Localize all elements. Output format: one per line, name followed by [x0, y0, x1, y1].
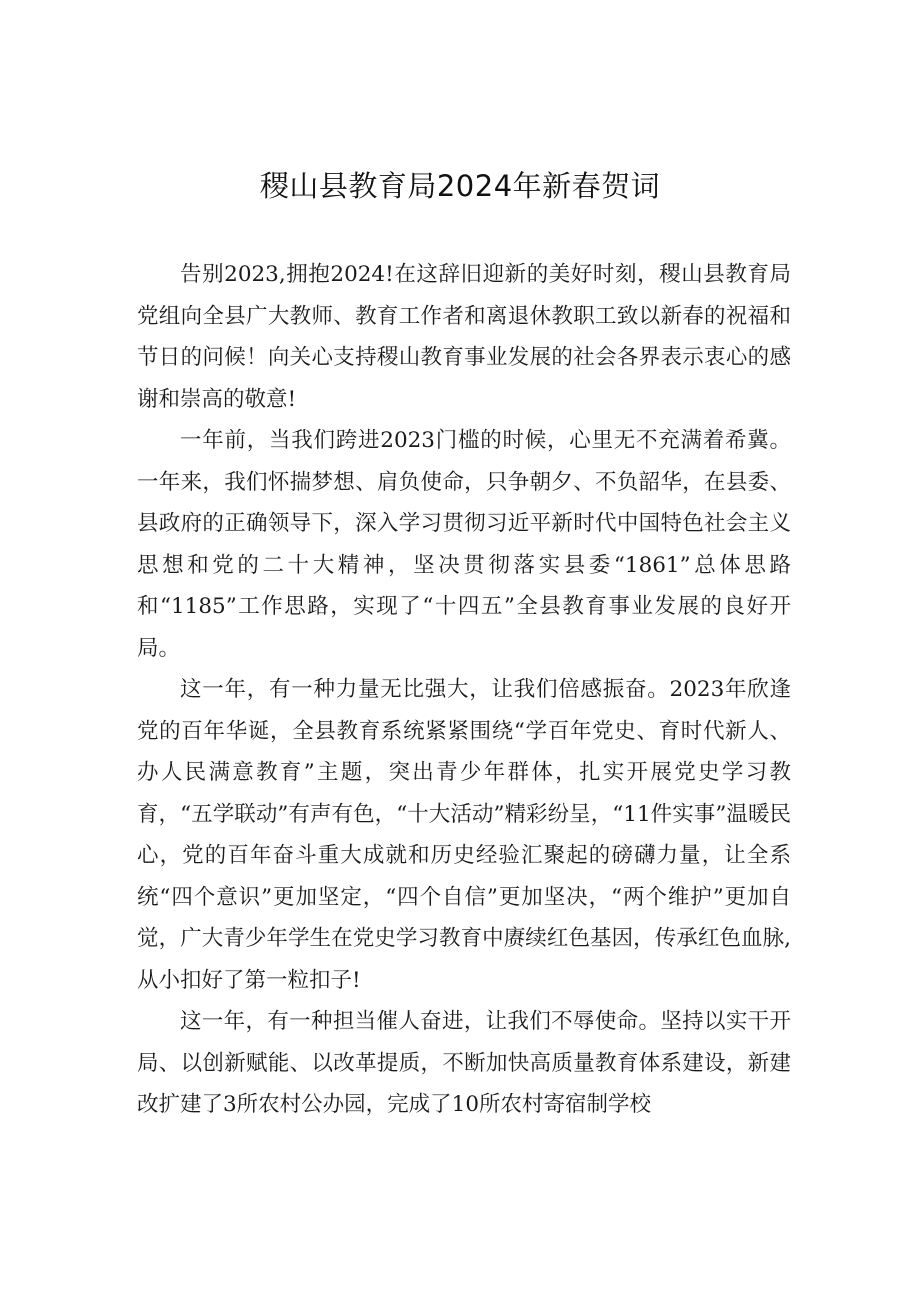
paragraph-2: 一年前，当我们跨进2023门槛的时候，心里无不充满着希冀。一年来，我们怀揣梦想、肩负使命，只争朝夕、不负韶华，在县委、县政府的正确领导下，深入学习贯彻习近平新时代中国特色社会主义思想和党的二十大精神，坚决贯彻落实县委“1861”总体思路和“1185”工作思路，实现了“十四五”全县教育事业发展的良好开局。: [137, 428, 791, 661]
paragraph-1: 告别2023,拥抱2024!在这辞旧迎新的美好时刻，稷山县教育局党组向全县广大教师、教育工作者和离退休教职工致以新春的祝福和节日的问候！向关心支持稷山教育事业发展的社会各界表示衷心的感谢和崇高的敬意!: [137, 262, 791, 412]
document-title: 稷山县教育局2024年新春贺词: [259, 169, 661, 203]
document-body: [137, 254, 791, 1126]
paragraph-4: 这一年，有一种担当催人奋进，让我们不辱使命。坚持以实干开局、以创新赋能、以改革提质，不断加快高质量教育体系建设，新建改扩建了3所农村公办园，完成了10所农村寄宿制学校: [137, 1009, 791, 1117]
paragraph-3: 这一年，有一种力量无比强大，让我们倍感振奋。2023年欣逢党的百年华诞，全县教育系统紧紧围绕“学百年党史、育时代新人、办人民满意教育”主题，突出青少年群体，扎实开展党史学习教育，“五学联动”有声有色，“十大活动”精彩纷呈，“11件实事”温暖民心，党的百年奋斗重大成就和历史经验汇聚起的磅礴力量，让全系统“四个意识”更加坚定，“四个自信”更加坚决，“两个维护”更加自觉，广大青少年学生在党史学习教育中赓续红色基因，传承红色血脉,从小扣好了第一粒扣子!: [137, 677, 791, 993]
